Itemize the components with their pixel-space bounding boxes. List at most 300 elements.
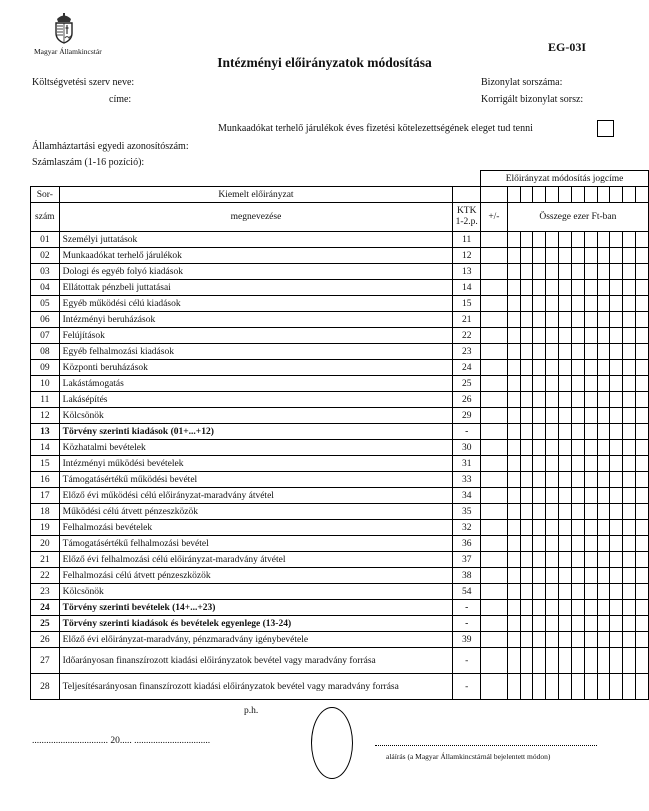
amount-cell[interactable] [507,552,520,568]
amount-cell[interactable] [559,408,572,424]
amount-cell[interactable] [584,536,597,552]
amount-cell[interactable] [571,248,584,264]
amount-cell[interactable] [610,328,623,344]
amount-cell[interactable] [546,504,559,520]
amount-cell[interactable] [597,632,610,648]
amount-cell[interactable] [559,520,572,536]
amount-cell[interactable] [559,296,572,312]
amount-cell[interactable] [610,504,623,520]
amount-cell[interactable] [559,264,572,280]
amount-cell[interactable] [571,392,584,408]
amount-cell[interactable] [635,280,648,296]
amount-cell[interactable] [571,344,584,360]
amount-cell[interactable] [546,376,559,392]
amount-cell[interactable] [635,408,648,424]
amount-cell[interactable] [507,264,520,280]
amount-cell[interactable] [584,424,597,440]
amount-cell[interactable] [584,552,597,568]
amount-cell[interactable] [533,600,546,616]
amount-cell[interactable] [597,536,610,552]
amount-cell[interactable] [533,408,546,424]
amount-cell[interactable] [546,616,559,632]
sign-cell[interactable] [481,408,508,424]
sign-cell[interactable] [481,536,508,552]
amount-cell[interactable] [507,312,520,328]
amount-cell[interactable] [571,616,584,632]
amount-cell[interactable] [507,674,520,700]
sign-cell[interactable] [481,504,508,520]
sign-cell[interactable] [481,312,508,328]
amount-cell[interactable] [571,456,584,472]
amount-cell[interactable] [610,392,623,408]
amount-cell[interactable] [520,392,533,408]
amount-cell[interactable] [571,488,584,504]
amount-cell[interactable] [546,568,559,584]
amount-cell[interactable] [571,632,584,648]
amount-cell[interactable] [520,312,533,328]
amount-cell[interactable] [546,520,559,536]
amount-cell[interactable] [584,568,597,584]
amount-cell[interactable] [635,568,648,584]
sign-cell[interactable] [481,264,508,280]
sign-cell[interactable] [481,472,508,488]
amount-cell[interactable] [533,536,546,552]
sign-cell[interactable] [481,616,508,632]
amount-cell[interactable] [623,472,636,488]
amount-cell[interactable] [584,520,597,536]
amount-cell[interactable] [520,456,533,472]
amount-cell[interactable] [623,360,636,376]
amount-cell[interactable] [520,600,533,616]
amount-cell[interactable] [546,392,559,408]
amount-cell[interactable] [610,232,623,248]
amount-cell[interactable] [584,472,597,488]
amount-cell[interactable] [610,648,623,674]
sign-cell[interactable] [481,552,508,568]
amount-cell[interactable] [559,472,572,488]
amount-cell[interactable] [559,328,572,344]
amount-cell[interactable] [584,360,597,376]
amount-cell[interactable] [559,424,572,440]
amount-cell[interactable] [571,520,584,536]
amount-cell[interactable] [597,456,610,472]
amount-cell[interactable] [623,392,636,408]
sign-cell[interactable] [481,360,508,376]
amount-cell[interactable] [546,600,559,616]
amount-cell[interactable] [584,296,597,312]
amount-cell[interactable] [584,264,597,280]
amount-cell[interactable] [623,648,636,674]
amount-cell[interactable] [623,280,636,296]
amount-cell[interactable] [507,424,520,440]
amount-cell[interactable] [623,568,636,584]
amount-cell[interactable] [597,328,610,344]
amount-cell[interactable] [584,674,597,700]
sign-cell[interactable] [481,456,508,472]
amount-cell[interactable] [635,504,648,520]
amount-cell[interactable] [571,424,584,440]
amount-cell[interactable] [584,392,597,408]
amount-cell[interactable] [571,296,584,312]
amount-cell[interactable] [623,504,636,520]
amount-cell[interactable] [571,408,584,424]
amount-cell[interactable] [610,536,623,552]
amount-cell[interactable] [610,552,623,568]
amount-cell[interactable] [610,440,623,456]
amount-cell[interactable] [520,504,533,520]
amount-cell[interactable] [507,632,520,648]
amount-cell[interactable] [520,488,533,504]
amount-cell[interactable] [623,536,636,552]
amount-cell[interactable] [597,440,610,456]
amount-cell[interactable] [610,344,623,360]
sign-cell[interactable] [481,632,508,648]
amount-cell[interactable] [635,520,648,536]
amount-cell[interactable] [507,376,520,392]
amount-cell[interactable] [546,296,559,312]
amount-cell[interactable] [507,408,520,424]
amount-cell[interactable] [559,568,572,584]
amount-cell[interactable] [520,616,533,632]
amount-cell[interactable] [546,408,559,424]
amount-cell[interactable] [559,344,572,360]
amount-cell[interactable] [610,280,623,296]
amount-cell[interactable] [559,456,572,472]
amount-cell[interactable] [597,344,610,360]
amount-cell[interactable] [584,504,597,520]
amount-cell[interactable] [520,424,533,440]
amount-cell[interactable] [584,408,597,424]
amount-cell[interactable] [597,424,610,440]
amount-cell[interactable] [623,520,636,536]
amount-cell[interactable] [635,344,648,360]
amount-cell[interactable] [584,648,597,674]
amount-cell[interactable] [623,488,636,504]
amount-cell[interactable] [546,632,559,648]
amount-cell[interactable] [520,440,533,456]
amount-cell[interactable] [635,472,648,488]
amount-cell[interactable] [610,616,623,632]
amount-cell[interactable] [559,616,572,632]
amount-cell[interactable] [533,312,546,328]
date-line[interactable]: ................................ 20..... ................................ [32,736,211,746]
amount-cell[interactable] [571,232,584,248]
amount-cell[interactable] [597,360,610,376]
sign-cell[interactable] [481,424,508,440]
sign-cell[interactable] [481,376,508,392]
amount-cell[interactable] [571,536,584,552]
amount-cell[interactable] [507,360,520,376]
amount-cell[interactable] [597,392,610,408]
amount-cell[interactable] [520,296,533,312]
amount-cell[interactable] [635,248,648,264]
amount-cell[interactable] [520,568,533,584]
amount-cell[interactable] [635,648,648,674]
amount-cell[interactable] [584,232,597,248]
amount-cell[interactable] [546,456,559,472]
amount-cell[interactable] [635,632,648,648]
amount-cell[interactable] [623,248,636,264]
amount-cell[interactable] [623,552,636,568]
amount-cell[interactable] [533,674,546,700]
amount-cell[interactable] [533,280,546,296]
amount-cell[interactable] [635,360,648,376]
amount-cell[interactable] [635,376,648,392]
amount-cell[interactable] [507,616,520,632]
amount-cell[interactable] [533,392,546,408]
amount-cell[interactable] [520,552,533,568]
amount-cell[interactable] [635,674,648,700]
amount-cell[interactable] [571,552,584,568]
amount-cell[interactable] [559,360,572,376]
amount-cell[interactable] [610,312,623,328]
amount-cell[interactable] [559,376,572,392]
amount-cell[interactable] [559,392,572,408]
amount-cell[interactable] [597,584,610,600]
amount-cell[interactable] [584,376,597,392]
sign-cell[interactable] [481,584,508,600]
amount-cell[interactable] [520,584,533,600]
amount-cell[interactable] [610,424,623,440]
amount-cell[interactable] [507,536,520,552]
sign-cell[interactable] [481,648,508,674]
amount-cell[interactable] [597,648,610,674]
amount-cell[interactable] [635,296,648,312]
amount-cell[interactable] [559,584,572,600]
amount-cell[interactable] [533,472,546,488]
amount-cell[interactable] [571,312,584,328]
amount-cell[interactable] [584,440,597,456]
sign-cell[interactable] [481,344,508,360]
amount-cell[interactable] [520,520,533,536]
amount-cell[interactable] [546,280,559,296]
amount-cell[interactable] [584,312,597,328]
amount-cell[interactable] [584,456,597,472]
amount-cell[interactable] [623,408,636,424]
amount-cell[interactable] [546,264,559,280]
amount-cell[interactable] [520,264,533,280]
amount-cell[interactable] [571,600,584,616]
amount-cell[interactable] [507,328,520,344]
amount-cell[interactable] [520,232,533,248]
amount-cell[interactable] [546,424,559,440]
amount-cell[interactable] [533,520,546,536]
amount-cell[interactable] [507,456,520,472]
amount-cell[interactable] [533,488,546,504]
amount-cell[interactable] [507,568,520,584]
amount-cell[interactable] [546,584,559,600]
amount-cell[interactable] [559,312,572,328]
amount-cell[interactable] [635,424,648,440]
amount-cell[interactable] [597,312,610,328]
amount-cell[interactable] [520,472,533,488]
amount-cell[interactable] [610,296,623,312]
amount-cell[interactable] [623,344,636,360]
amount-cell[interactable] [520,248,533,264]
amount-cell[interactable] [559,674,572,700]
amount-cell[interactable] [546,472,559,488]
amount-cell[interactable] [635,456,648,472]
amount-cell[interactable] [623,312,636,328]
amount-cell[interactable] [635,552,648,568]
amount-cell[interactable] [533,424,546,440]
sign-cell[interactable] [481,248,508,264]
amount-cell[interactable] [571,280,584,296]
amount-cell[interactable] [559,552,572,568]
amount-cell[interactable] [610,488,623,504]
amount-cell[interactable] [571,674,584,700]
amount-cell[interactable] [533,344,546,360]
amount-cell[interactable] [597,674,610,700]
sign-cell[interactable] [481,328,508,344]
amount-cell[interactable] [559,648,572,674]
amount-cell[interactable] [507,488,520,504]
amount-cell[interactable] [635,328,648,344]
amount-cell[interactable] [597,520,610,536]
amount-cell[interactable] [507,584,520,600]
amount-cell[interactable] [533,456,546,472]
amount-cell[interactable] [610,584,623,600]
amount-cell[interactable] [597,616,610,632]
amount-cell[interactable] [610,472,623,488]
amount-cell[interactable] [597,248,610,264]
amount-cell[interactable] [507,248,520,264]
amount-cell[interactable] [520,328,533,344]
sign-cell[interactable] [481,280,508,296]
amount-cell[interactable] [507,472,520,488]
amount-cell[interactable] [533,264,546,280]
amount-cell[interactable] [546,552,559,568]
amount-cell[interactable] [597,280,610,296]
amount-cell[interactable] [571,504,584,520]
amount-cell[interactable] [546,312,559,328]
sign-cell[interactable] [481,520,508,536]
amount-cell[interactable] [520,632,533,648]
amount-cell[interactable] [635,232,648,248]
amount-cell[interactable] [623,584,636,600]
amount-cell[interactable] [546,488,559,504]
amount-cell[interactable] [584,616,597,632]
amount-cell[interactable] [635,440,648,456]
amount-cell[interactable] [520,408,533,424]
amount-cell[interactable] [584,248,597,264]
amount-cell[interactable] [546,674,559,700]
amount-cell[interactable] [635,488,648,504]
amount-cell[interactable] [597,232,610,248]
amount-cell[interactable] [597,264,610,280]
amount-cell[interactable] [610,568,623,584]
amount-cell[interactable] [623,296,636,312]
amount-cell[interactable] [533,360,546,376]
sign-cell[interactable] [481,600,508,616]
amount-cell[interactable] [507,504,520,520]
sign-cell[interactable] [481,232,508,248]
amount-cell[interactable] [507,520,520,536]
amount-cell[interactable] [597,568,610,584]
amount-cell[interactable] [610,248,623,264]
amount-cell[interactable] [507,648,520,674]
amount-cell[interactable] [533,248,546,264]
amount-cell[interactable] [507,344,520,360]
amount-cell[interactable] [533,616,546,632]
amount-cell[interactable] [546,232,559,248]
sign-cell[interactable] [481,674,508,700]
amount-cell[interactable] [584,344,597,360]
amount-cell[interactable] [546,648,559,674]
amount-cell[interactable] [533,504,546,520]
amount-cell[interactable] [597,504,610,520]
amount-cell[interactable] [559,248,572,264]
sign-cell[interactable] [481,392,508,408]
amount-cell[interactable] [533,440,546,456]
amount-cell[interactable] [571,360,584,376]
amount-cell[interactable] [507,600,520,616]
amount-cell[interactable] [533,632,546,648]
amount-cell[interactable] [597,552,610,568]
amount-cell[interactable] [546,440,559,456]
amount-cell[interactable] [597,296,610,312]
amount-cell[interactable] [520,360,533,376]
amount-cell[interactable] [610,520,623,536]
amount-cell[interactable] [559,536,572,552]
amount-cell[interactable] [635,312,648,328]
amount-cell[interactable] [597,408,610,424]
amount-cell[interactable] [610,632,623,648]
amount-cell[interactable] [520,376,533,392]
amount-cell[interactable] [533,568,546,584]
amount-cell[interactable] [635,584,648,600]
amount-cell[interactable] [533,552,546,568]
amount-cell[interactable] [571,648,584,674]
amount-cell[interactable] [635,616,648,632]
amount-cell[interactable] [507,232,520,248]
amount-cell[interactable] [507,392,520,408]
amount-cell[interactable] [559,440,572,456]
amount-cell[interactable] [584,584,597,600]
amount-cell[interactable] [597,376,610,392]
amount-cell[interactable] [546,536,559,552]
amount-cell[interactable] [533,376,546,392]
amount-cell[interactable] [597,488,610,504]
amount-cell[interactable] [584,488,597,504]
amount-cell[interactable] [610,264,623,280]
amount-cell[interactable] [546,360,559,376]
sign-cell[interactable] [481,440,508,456]
amount-cell[interactable] [623,600,636,616]
amount-cell[interactable] [507,280,520,296]
amount-cell[interactable] [546,248,559,264]
amount-cell[interactable] [623,674,636,700]
amount-cell[interactable] [520,536,533,552]
amount-cell[interactable] [610,408,623,424]
amount-cell[interactable] [623,456,636,472]
amount-cell[interactable] [635,392,648,408]
amount-cell[interactable] [597,600,610,616]
amount-cell[interactable] [635,600,648,616]
amount-cell[interactable] [571,328,584,344]
amount-cell[interactable] [533,232,546,248]
amount-cell[interactable] [635,536,648,552]
amount-cell[interactable] [571,472,584,488]
amount-cell[interactable] [559,632,572,648]
amount-cell[interactable] [520,344,533,360]
amount-cell[interactable] [635,264,648,280]
amount-cell[interactable] [571,584,584,600]
amount-cell[interactable] [610,456,623,472]
amount-cell[interactable] [623,616,636,632]
amount-cell[interactable] [584,280,597,296]
sign-cell[interactable] [481,568,508,584]
